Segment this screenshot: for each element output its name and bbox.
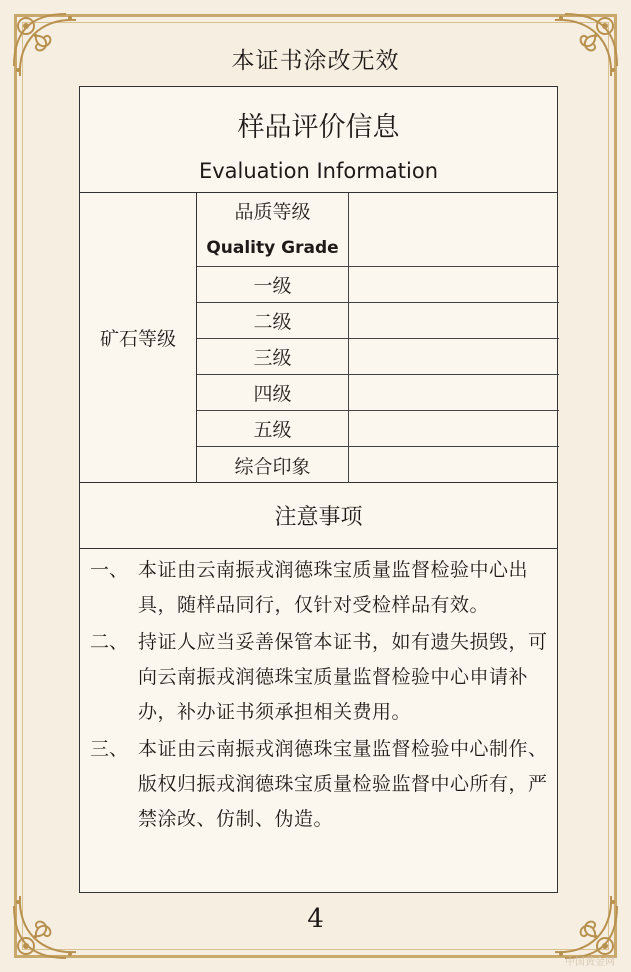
note-number: 二、 bbox=[90, 631, 129, 653]
grade-row-label: 综合印象 bbox=[197, 447, 349, 483]
grade-row-value bbox=[349, 411, 559, 446]
ore-grade-label: 矿石等级 bbox=[80, 193, 197, 482]
grade-row-value bbox=[349, 339, 559, 374]
note-text: 持证人应当妥善保管本证书，如有遗失损毁，可向云南振戎润德珠宝质量监督检验中心申请补办，补办证书须承担相关费用。 bbox=[138, 631, 548, 723]
grade-row-label: 一级 bbox=[197, 267, 349, 302]
grade-row-label: 二级 bbox=[197, 303, 349, 338]
grade-row bbox=[197, 447, 559, 483]
grade-row bbox=[197, 411, 559, 447]
grade-row-value bbox=[349, 303, 559, 338]
note-text: 本证由云南振戎润德珠宝量监督检验中心制作、版权归振戎润德珠宝质量检验监督中心所有，严禁涂改、仿制、伪造。 bbox=[138, 738, 548, 830]
grade-section bbox=[80, 193, 557, 483]
notes-list bbox=[90, 553, 550, 839]
note-text: 本证由云南振戎润德珠宝质量监督检验中心出具，随样品同行，仅针对受检样品有效。 bbox=[138, 559, 529, 616]
grade-header-row bbox=[197, 193, 559, 267]
grade-row-value bbox=[349, 267, 559, 302]
grade-row-value bbox=[349, 447, 559, 483]
evaluation-title-en: Evaluation Information bbox=[198, 159, 439, 183]
quality-grade-label-en: Quality Grade bbox=[206, 237, 339, 258]
grade-row bbox=[197, 267, 559, 303]
quality-grade-label-cn: 品质等级 bbox=[234, 200, 311, 223]
page-number: 4 bbox=[307, 904, 324, 934]
note-number: 一、 bbox=[90, 559, 129, 581]
note-item bbox=[90, 553, 550, 623]
quality-grade-value bbox=[349, 193, 559, 266]
evaluation-header bbox=[80, 87, 557, 193]
grade-row-label: 四级 bbox=[197, 375, 349, 410]
grade-row-label: 三级 bbox=[197, 339, 349, 374]
grade-row bbox=[197, 303, 559, 339]
note-number: 三、 bbox=[90, 738, 129, 760]
grade-row bbox=[197, 339, 559, 375]
grade-table bbox=[197, 193, 559, 482]
grade-row bbox=[197, 375, 559, 411]
grade-row-label: 五级 bbox=[197, 411, 349, 446]
grade-row-value bbox=[349, 375, 559, 410]
notes-title: 注意事项 bbox=[80, 483, 557, 549]
certificate-notice-title: 本证书涂改无效 bbox=[231, 48, 400, 74]
note-item bbox=[90, 732, 550, 837]
evaluation-card bbox=[79, 86, 558, 893]
evaluation-title-cn: 样品评价信息 bbox=[237, 112, 400, 143]
watermark: 中国黄金网 bbox=[565, 957, 615, 968]
note-item bbox=[90, 625, 550, 730]
